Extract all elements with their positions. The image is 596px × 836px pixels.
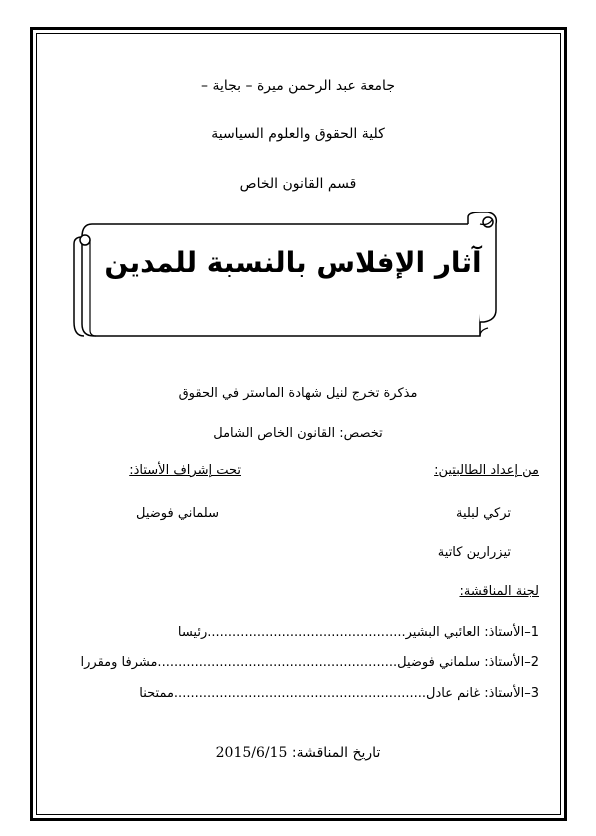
university-name: جامعة عبد الرحمن ميرة – بجاية – [201, 78, 395, 94]
thesis-purpose: مذكرة تخرج لنيل شهادة الماستر في الحقوق [178, 386, 418, 401]
defense-date-value: 2015/6/15 [215, 745, 288, 761]
committee-member-2: 2–الأستاذ: سلماني فوضيل..........................................................مشرفا ومقررا [80, 655, 539, 670]
committee-heading: لجنة المناقشة: [459, 584, 539, 599]
supervisor-name: سلماني فوضيل [136, 506, 219, 521]
defense-date-label: تاريخ المناقشة: [291, 745, 381, 761]
thesis-specialty: تخصص: القانون الخاص الشامل [213, 426, 383, 441]
student-name-1: تركي لبلية [455, 506, 511, 521]
thesis-title: آثار الإفلاس بالنسبة للمدين [104, 246, 482, 279]
students-heading: من إعداد الطالبتين: [434, 463, 539, 478]
title-scroll-banner [70, 212, 510, 347]
committee-member-3: 3–الأستاذ: غانم عادل.............................................................ممتحنا [139, 686, 539, 701]
department-name: قسم القانون الخاص [239, 176, 357, 192]
supervisor-heading: تحت إشراف الأستاذ: [129, 463, 241, 478]
defense-date [0, 745, 596, 761]
student-name-2: تيزرارين كاتية [437, 545, 511, 560]
faculty-name: كلية الحقوق والعلوم السياسية [211, 126, 385, 142]
committee-member-1: 1–الأستاذ: العائبي البشير................................................رئيسا [177, 625, 539, 640]
